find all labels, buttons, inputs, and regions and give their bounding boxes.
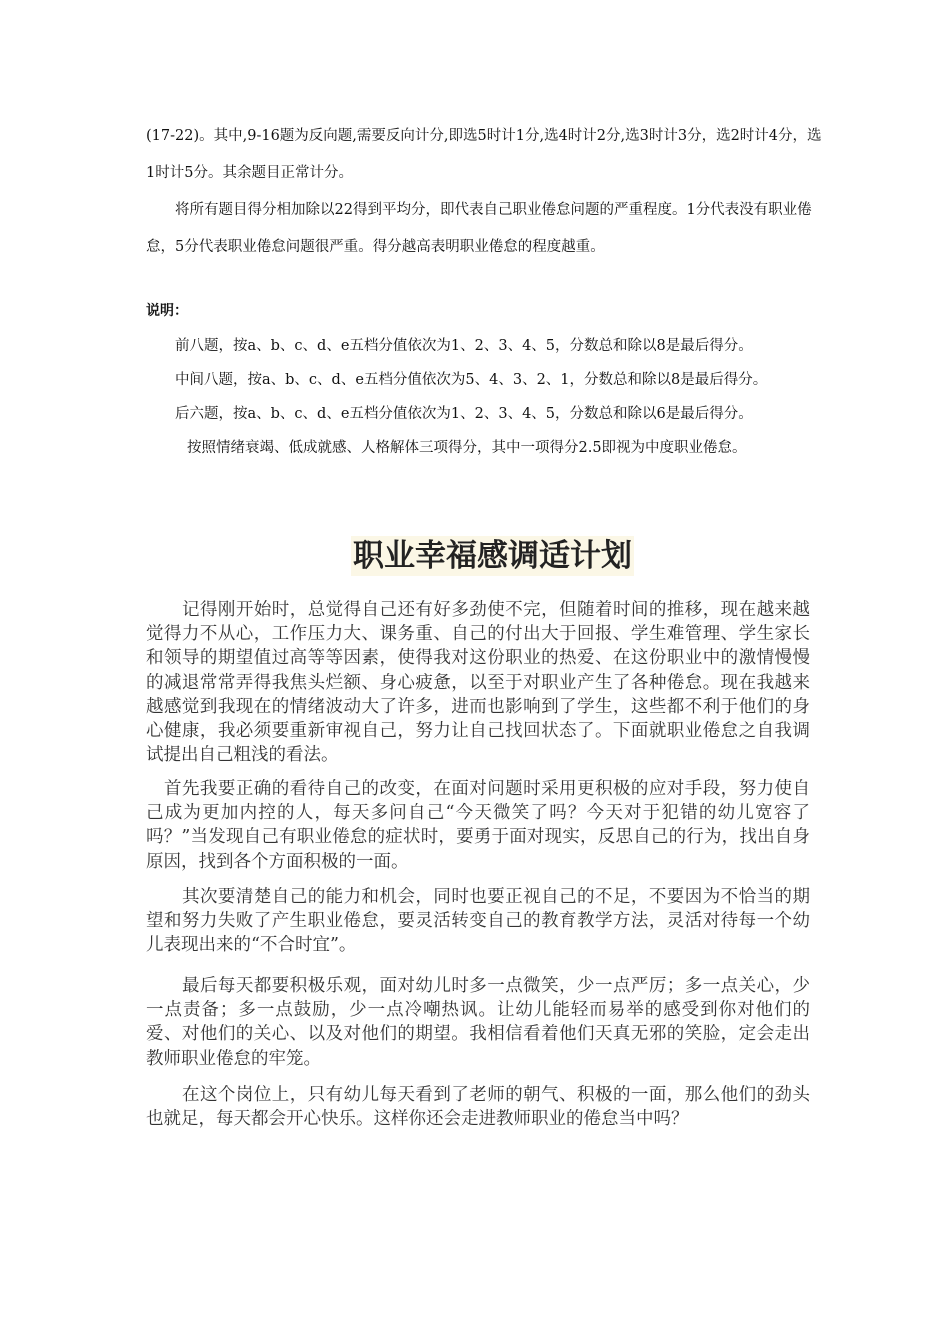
note-item-2: 中间八题，按a、b、c、d、e五档分值依次为5、4、3、2、1，分数总和除以8是最后得分。: [175, 372, 768, 388]
plan-paragraph-1: 记得刚开始时，总觉得自己还有好多劲使不完，但随着时间的推移，现在越来越觉得力不从心，工作压力大、课务重、自己的付出大于回报、学生难管理、学生家长和领导的期望值过高等等因素，使得我对这份职业的热爱、在这份职业中的激情慢慢的减退常常弄得我焦头烂额、身心疲惫，以至于对职业产生了各种倦怠。现在我越来越感觉到我现在的情绪波动大了许多，进而也影响到了学生，这些都不利于他们的身心健康，我必须要重新审视自己，努力让自己找回状态了。下面就职业倦怠之自我调试提出自己粗浅的看法。: [146, 600, 810, 766]
plan-title: [0, 530, 950, 575]
plan-paragraph-3: 其次要清楚自己的能力和机会，同时也要正视自己的不足，不要因为不恰当的期望和努力失败了产生职业倦怠，要灵活转变自己的教育教学方法，灵活对待每一个幼儿表现出来的“不合时宜”。: [146, 887, 810, 956]
notes-heading: 说明：: [146, 303, 188, 319]
plan-paragraph-4: 最后每天都要积极乐观，面对幼儿时多一点微笑，少一点严厉；多一点关心，少一点责备；多一点鼓励，少一点冷嘲热讽。让幼儿能轻而易举的感受到你对他们的爱、对他们的关心、以及对他们的期望。我相信看着他们天真无邪的笑脸，定会走出教师职业倦怠的牢笼。: [146, 976, 810, 1069]
note-item-4: 按照情绪衰竭、低成就感、人格解体三项得分，其中一项得分2.5即视为中度职业倦怠。: [187, 440, 747, 456]
note-item-1: 前八题，按a、b、c、d、e五档分值依次为1、2、3、4、5，分数总和除以8是最后得分。: [175, 338, 753, 354]
scoring-intro-paragraph: (17-22)。其中,9-16题为反向题,需要反向计分,即选5时计1分,选4时计2分,选3时计3分，选2时计4分，选1时计5分。其余题目正常计分。: [146, 128, 822, 181]
plan-paragraph-5: 在这个岗位上，只有幼儿每天看到了老师的朝气、积极的一面，那么他们的劲头也就足，每天都会开心快乐。这样你还会走进教师职业的倦怠当中吗？: [146, 1085, 810, 1130]
plan-title-text: 职业幸福感调适计划: [353, 538, 632, 574]
scoring-average-paragraph: 将所有题目得分相加除以22得到平均分，即代表自己职业倦怠问题的严重程度。1分代表没有职业倦怠，5分代表职业倦怠问题很严重。得分越高表明职业倦怠的程度越重。: [146, 202, 812, 255]
plan-paragraph-2: 首先我要正确的看待自己的改变，在面对问题时采用更积极的应对手段，努力使自己成为更加内控的人，每天多问自己“今天微笑了吗？今天对于犯错的幼儿宽容了吗？”当发现自己有职业倦怠的症状时，要勇于面对现实，反思自己的行为，找出自身原因，找到各个方面积极的一面。: [146, 779, 810, 872]
note-item-3: 后六题，按a、b、c、d、e五档分值依次为1、2、3、4、5，分数总和除以6是最后得分。: [175, 406, 753, 422]
